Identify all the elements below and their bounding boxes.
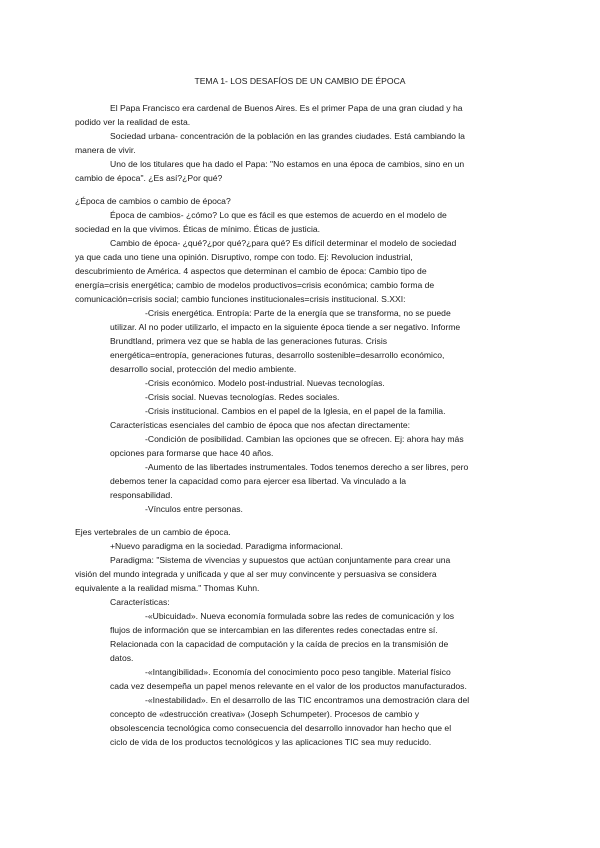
paradigma-nuevo: +Nuevo paradigma en la sociedad. Paradigma informacional. bbox=[110, 541, 343, 551]
ubicuidad-line2: flujos de información que se intercambian en las diferentes redes conectadas entre sí. bbox=[110, 625, 438, 635]
intangibilidad-line2: cada vez desempeña un papel menos relevante en el valor de los productos manufacturados. bbox=[110, 681, 467, 691]
inestabilidad-line4: ciclo de vida de los productos tecnológicos y las aplicaciones TIC sea muy reducido. bbox=[110, 737, 432, 747]
section2-heading: Ejes vertebrales de un cambio de época. bbox=[75, 527, 231, 537]
epoca-cambios-line1: Época de cambios- ¿cómo? Lo que es fácil es que estemos de acuerdo en el modelo de bbox=[110, 210, 447, 220]
intro-p3-line2: cambio de época". ¿Es así?¿Por qué? bbox=[75, 173, 223, 183]
condicion-line2: opciones para formarse que hace 40 años. bbox=[110, 448, 274, 458]
inestabilidad-line2: concepto de «destrucción creativa» (Joseph Schumpeter). Procesos de cambio y bbox=[110, 709, 420, 719]
cambio-epoca-line3: descubrimiento de América. 4 aspectos que determinan el cambio de época: Cambio tipo de bbox=[75, 266, 427, 276]
condicion-line1: -Condición de posibilidad. Cambian las opciones que se ofrecen. Ej: ahora hay más bbox=[145, 434, 464, 444]
crisis-social: -Crisis social. Nuevas tecnologías. Redes sociales. bbox=[145, 392, 340, 402]
paradigma-def-line3: equivalente a la realidad misma." Thomas Kuhn. bbox=[75, 583, 260, 593]
crisis-institucional: -Crisis institucional. Cambios en el papel de la Iglesia, en el papel de la familia. bbox=[145, 406, 446, 416]
crisis-energetica-line2: utilizar. Al no poder utilizarlo, el impacto en la siguiente época tiende a ser negativo. Informe bbox=[110, 322, 461, 332]
crisis-energetica-line5: desarrollo social, protección del medio ambiente. bbox=[110, 364, 297, 374]
crisis-economico: -Crisis económico. Modelo post-industrial. Nuevas tecnologías. bbox=[145, 378, 385, 388]
crisis-energetica-line4: energética=entropía, generaciones futuras, desarrollo sostenible=desarrollo económico, bbox=[110, 350, 445, 360]
cambio-epoca-line1: Cambio de época- ¿qué?¿por qué?¿para qué? Es difícil determinar el modelo de sociedad bbox=[110, 238, 457, 248]
epoca-cambios-line2: sociedad en la que vivimos. Éticas de mínimo. Éticas de justicia. bbox=[75, 224, 321, 234]
libertades-line3: responsabilidad. bbox=[110, 490, 173, 500]
inestabilidad-line1: -«Inestabilidad». En el desarrollo de las TIC encontramos una demostración clara del bbox=[145, 695, 470, 705]
document-title: TEMA 1- LOS DESAFÍOS DE UN CAMBIO DE ÉPOCA bbox=[194, 76, 406, 86]
intangibilidad-line1: -«Intangibilidad». Economía del conocimiento poco peso tangible. Material físico bbox=[145, 667, 451, 677]
cambio-epoca-line5: comunicación=crisis social; cambio funciones institucionales=crisis institucional. S.XXI: bbox=[75, 294, 406, 304]
crisis-energetica-line1: -Crisis energética. Entropía: Parte de la energía que se transforma, no se puede bbox=[145, 308, 451, 318]
vinculos: -Vínculos entre personas. bbox=[145, 504, 243, 514]
cambio-epoca-line2: ya que cada uno tiene una opinión. Disruptivo, rompe con todo. Ej: Revolucion industrial, bbox=[75, 252, 413, 262]
caracteristicas-label: Características: bbox=[110, 597, 170, 607]
intro-p1-line2: podido ver la realidad de esta. bbox=[75, 117, 191, 127]
crisis-energetica-line3: Brundtland, primera vez que se habla de las generaciones futuras. Crisis bbox=[110, 336, 388, 346]
ubicuidad-line4: datos. bbox=[110, 653, 134, 663]
section1-heading: ¿Época de cambios o cambio de época? bbox=[75, 196, 231, 206]
ubicuidad-line1: -«Ubicuidad». Nueva economía formulada sobre las redes de comunicación y los bbox=[145, 611, 455, 621]
inestabilidad-line3: obsolescencia tecnológica como consecuencia del desarrollo innovador han hecho que el bbox=[110, 723, 452, 733]
caracteristicas-heading: Características esenciales del cambio de época que nos afectan directamente: bbox=[110, 420, 410, 430]
ubicuidad-line3: Relacionada con la capacidad de computación y la caída de precios en la transmisión de bbox=[110, 639, 449, 649]
paradigma-def-line1: Paradigma: "Sistema de vivencias y supuestos que actúan conjuntamente para crear una bbox=[110, 555, 451, 565]
intro-p2-line2: manera de vivir. bbox=[75, 145, 136, 155]
cambio-epoca-line4: energía=crisis energética; cambio de modelos productivos=crisis económica; cambio forma de bbox=[75, 280, 435, 290]
intro-p3-line1: Uno de los titulares que ha dado el Papa: "No estamos en una época de cambios, sino en un bbox=[110, 159, 465, 169]
intro-p1-line1: El Papa Francisco era cardenal de Buenos Aires. Es el primer Papa de una gran ciudad y ha bbox=[110, 103, 463, 113]
libertades-line2: debemos tener la capacidad como para ejercer esa libertad. Va vinculado a la bbox=[110, 476, 407, 486]
libertades-line1: -Aumento de las libertades instrumentales. Todos tenemos derecho a ser libres, pero bbox=[145, 462, 469, 472]
intro-p2-line1: Sociedad urbana- concentración de la población en las grandes ciudades. Está cambiando la bbox=[110, 131, 465, 141]
paradigma-def-line2: visión del mundo integrada y unificada y que al ser muy convincente y persuasiva se considera bbox=[75, 569, 437, 579]
